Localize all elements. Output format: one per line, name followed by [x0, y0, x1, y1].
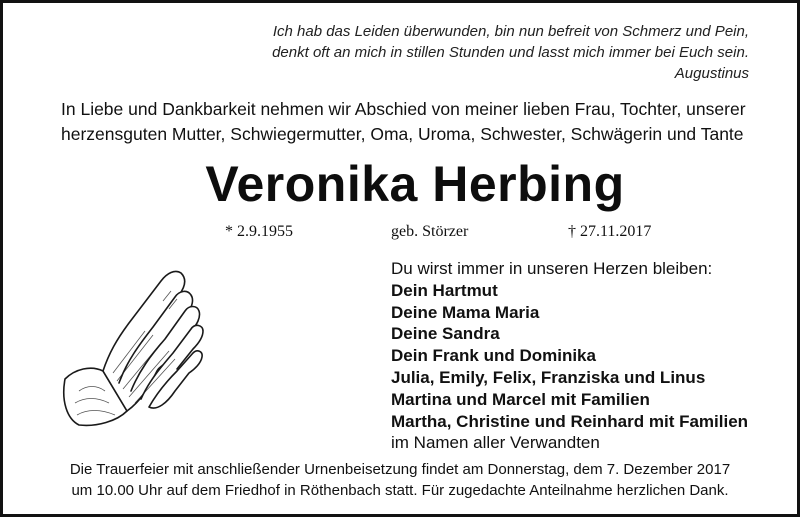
- memorial-quote: [189, 21, 749, 84]
- quote-author: Augustinus: [674, 65, 749, 82]
- mourner-name: Dein Frank und Dominika: [391, 346, 596, 366]
- mourner-name: Dein Hartmut: [391, 280, 498, 300]
- funeral-line: Die Trauerfeier mit anschließender Urnenbeisetzung findet am Donnerstag, dem 7. Dezember 2017: [69, 461, 731, 478]
- deceased-name: Veronika Herbing: [205, 156, 625, 212]
- quote-line: Ich hab das Leiden überwunden, bin nun befreit von Schmerz und Pein,: [272, 23, 749, 40]
- mourners-list: [391, 258, 771, 454]
- mourner-name: Deine Mama Maria: [391, 302, 540, 322]
- funeral-line: um 10.00 Uhr auf dem Friedhof in Röthenbach statt. Für zugedachte Anteilnahme herzlichen Dank.: [71, 482, 729, 499]
- intro-line: herzensguten Mutter, Schwiegermutter, Oma, Uroma, Schwester, Schwägerin und Tante: [61, 124, 744, 144]
- praying-hands-icon: [57, 261, 217, 431]
- mourner-name: Julia, Emily, Felix, Franziska und Linus: [391, 367, 706, 387]
- mourners-trail: im Namen aller Verwandten: [391, 433, 600, 453]
- intro-line: In Liebe und Dankbarkeit nehmen wir Abschied von meiner lieben Frau, Tochter, unserer: [61, 99, 746, 119]
- farewell-intro: [61, 97, 751, 147]
- mourner-name: Martina und Marcel mit Familien: [391, 389, 650, 409]
- death-date: † 27.11.2017: [568, 223, 652, 240]
- mourner-name: Deine Sandra: [391, 324, 500, 344]
- maiden-name: geb. Störzer: [391, 223, 469, 240]
- mourners-lead: Du wirst immer in unseren Herzen bleiben:: [391, 259, 713, 278]
- funeral-announcement: [3, 459, 797, 501]
- quote-line: denkt oft an mich in stillen Stunden und lasst mich immer bei Euch sein.: [272, 44, 749, 61]
- mourner-name: Martha, Christine und Reinhard mit Familien: [391, 411, 749, 431]
- birth-date: * 2.9.1955: [225, 223, 293, 240]
